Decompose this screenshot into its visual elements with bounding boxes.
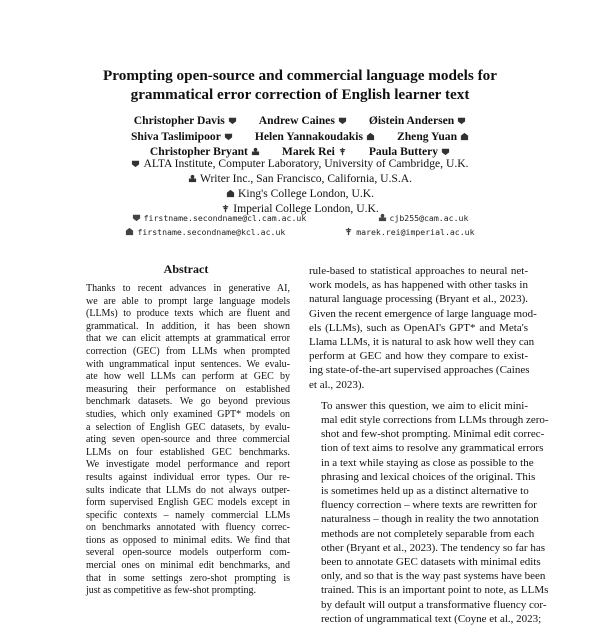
email-writer[interactable]: cjb255@cam.ac.uk (378, 213, 469, 223)
paragraph-2 (309, 399, 549, 626)
text-line: tion of text aims to resolve any grammatical errors (321, 442, 544, 455)
text-line: just as competitive as few-shot prompting. (86, 585, 256, 597)
author-name: Christopher Davis (134, 114, 237, 127)
author-name: Paula Buttery (369, 145, 450, 158)
affiliation-imperial: Imperial College London, U.K. (80, 201, 520, 216)
text-line: ate how well LLMs can perform at GEC by (86, 371, 290, 383)
kcl-icon (226, 189, 235, 198)
email-kcl[interactable]: firstname.secondname@kcl.ac.uk (125, 227, 285, 237)
author-row-2 (80, 129, 520, 145)
text-line: perform at GEC and how they compare to exist- (309, 350, 528, 363)
email-row-2 (96, 227, 504, 237)
email-imperial[interactable]: marek.rei@imperial.ac.uk (344, 227, 474, 237)
imperial-icon (338, 147, 347, 156)
text-line: sults indicate that LLMs do not always outper- (86, 484, 290, 496)
text-line: work models, as has happened with other tasks in (309, 279, 528, 292)
text-line: natural language processing (Bryant et al., 2023). (309, 293, 528, 306)
author-name: Øistein Andersen (369, 114, 466, 127)
affiliation-writer: Writer Inc., San Francisco, California, U.S.A. (80, 171, 520, 186)
text-line: trained. This is an important point to note, as LLMs (321, 584, 549, 597)
text-line: naturalness – though in reality the two annotation (321, 513, 539, 526)
kcl-icon (125, 227, 134, 236)
text-line: grammatical. In addition, it has been shown (86, 320, 290, 332)
text-line: benchmark datasets. We go beyond previous (86, 396, 290, 408)
text-line: Llama LLMs, it is natural to ask how well they can (309, 336, 535, 349)
text-line: other (Bryant et al., 2023). The tendency so far has (321, 541, 546, 554)
introduction-text (309, 264, 549, 626)
text-line: Thanks to recent advances in generative AI, (86, 283, 290, 294)
text-line: rection of ungrammatical text (Coyne et al., 2023; (321, 612, 542, 625)
affiliation-kcl: King's College London, U.K. (80, 186, 520, 201)
paper-title (60, 66, 540, 104)
affiliation-list (80, 156, 520, 216)
text-line: that in some settings zero-shot prompting is (86, 572, 290, 584)
author-row-1 (80, 113, 520, 129)
cambridge-icon (228, 116, 237, 125)
text-line: correction (GEC) from LLMs when prompted (86, 345, 290, 357)
author-name: Zheng Yuan (397, 130, 469, 143)
imperial-icon (344, 227, 353, 236)
author-list (80, 113, 520, 160)
author-name: Andrew Caines (259, 114, 347, 127)
text-line: studies, which only examined GPT* models on (86, 408, 290, 420)
text-line: methods are not completely separable from each (321, 527, 535, 540)
text-line: (LLMs) to produce texts which are fluent and (86, 308, 290, 320)
title-line-2: grammatical error correction of English learner text (130, 86, 470, 103)
text-line: ing state-of-the-art supervised approaches (Caines (309, 364, 530, 377)
text-line: specific contexts – namely commercial LLMs (86, 509, 290, 521)
author-name: Shiva Taslimipoor (131, 130, 233, 143)
text-line: LLMs on four established GEC benchmarks. (86, 446, 290, 458)
text-line: several open-source models outperform com- (86, 547, 290, 559)
cambridge-icon (441, 147, 450, 156)
text-line: is sometimes held up as a distinct alternative to (321, 485, 529, 498)
email-row-1 (96, 213, 504, 223)
cambridge-icon (131, 159, 140, 168)
author-name: Christopher Bryant (150, 145, 260, 158)
text-line: mal edit style corrections from LLMs through zero- (321, 414, 549, 427)
text-line: et al., 2023). (309, 378, 365, 391)
text-line: measuring their performance on established (86, 383, 290, 395)
writer-icon (251, 147, 260, 156)
text-line: els (LLMs), such as OpenAI's GPT* and Meta's (309, 321, 528, 334)
text-line: on benchmarks annotated with fluency correc- (86, 522, 290, 534)
writer-icon (378, 213, 387, 222)
paragraph-1 (309, 264, 537, 392)
text-line: results against individual error types. Our re- (86, 471, 290, 483)
cambridge-icon (132, 213, 141, 222)
text-line: a selection of English GEC datasets, by evalu- (86, 421, 290, 433)
kcl-icon (460, 132, 469, 141)
text-line: that we can elicit attempts at grammatical error (86, 333, 290, 345)
text-line: been to annotate GEC datasets with minimal edits (321, 556, 541, 569)
text-line: We investigate model performance and report (86, 459, 290, 471)
text-line: with ungrammatical input sentences. We evalu- (86, 358, 290, 370)
text-line: shot and few-shot prompting. Minimal edit correc- (321, 428, 545, 441)
text-line: phrasing and lexical choices of the original. This (321, 470, 536, 483)
text-line: mercial ones on minimal edit benchmarks, and (86, 560, 290, 572)
text-line: Given the recent emergence of large language mod- (309, 307, 537, 320)
text-line: only, and so that is the way past systems have been (321, 570, 546, 583)
cambridge-icon (224, 132, 233, 141)
affiliation-cambridge: ALTA Institute, Computer Laboratory, University of Cambridge, U.K. (80, 156, 520, 171)
writer-icon (188, 174, 197, 183)
kcl-icon (366, 132, 375, 141)
abstract-body (86, 283, 290, 598)
title-line-1: Prompting open-source and commercial language models for (102, 67, 497, 84)
abstract-heading: Abstract (163, 262, 209, 276)
text-line: by default will output a transformative fluency cor- (321, 598, 547, 611)
cambridge-icon (457, 116, 466, 125)
text-line: in a text while staying as close as possible to the (321, 456, 534, 469)
text-line: we are able to prompt large language models (86, 295, 290, 307)
cambridge-icon (338, 116, 347, 125)
text-line: ating seven open-source and three commercial (86, 434, 290, 446)
email-cambridge[interactable]: firstname.secondname@cl.cam.ac.uk (132, 213, 307, 223)
text-line: rule-based to statistical approaches to neural net- (309, 265, 528, 277)
author-name: Marek Rei (282, 145, 347, 158)
text-line: tions as opposed to minimal edits. We find that (86, 534, 290, 546)
author-name: Helen Yannakoudakis (255, 130, 375, 143)
text-line: To answer this question, we aim to elicit mini- (321, 399, 528, 412)
imperial-icon (221, 204, 230, 213)
text-line: form supervised English GEC models except in (86, 497, 290, 509)
text-line: fluency correction – where texts are rewritten for (321, 499, 537, 512)
